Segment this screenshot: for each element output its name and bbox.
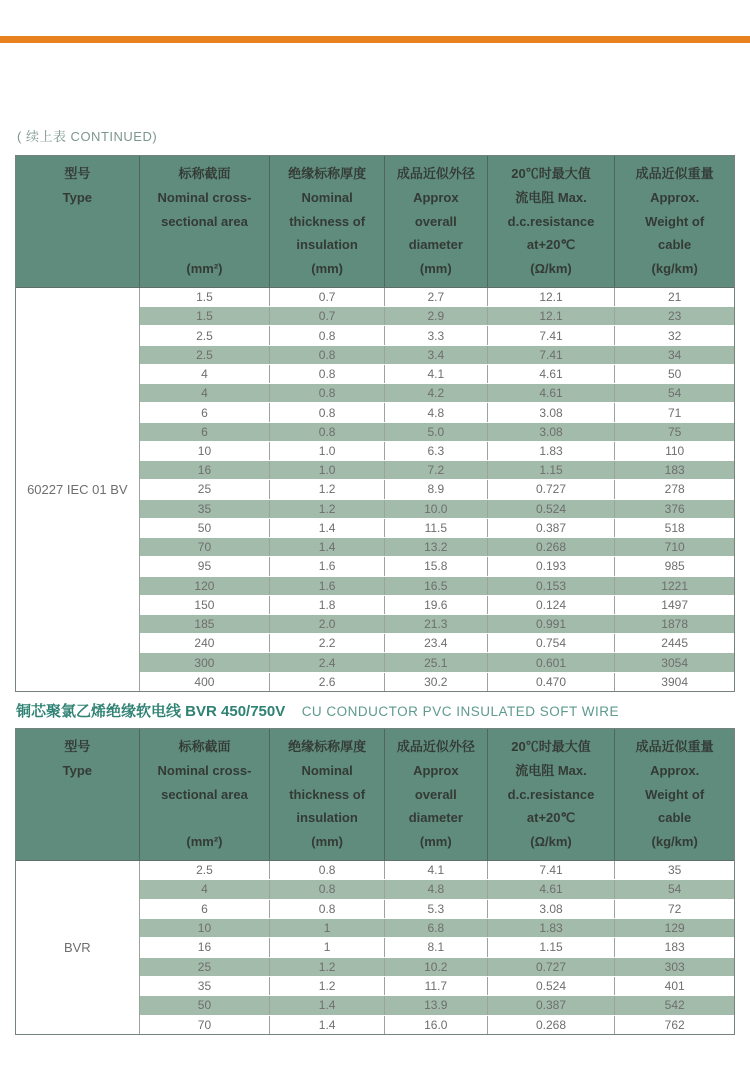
- table-row: [140, 595, 734, 614]
- header-cell-nominal-area: [140, 729, 271, 860]
- section-title-en: CU CONDUCTOR PVC INSULATED SOFT WIRE: [301, 704, 619, 719]
- table-row: [140, 499, 734, 518]
- table-cell: 11.5: [385, 519, 488, 537]
- table-cell: 1.0: [270, 461, 385, 479]
- table-row: [140, 402, 734, 421]
- table-cell: 4.61: [488, 384, 616, 402]
- table-cell: 0.8: [270, 346, 385, 364]
- table-row: [140, 345, 734, 364]
- table-row: [140, 537, 734, 556]
- table-cell: 0.7: [270, 288, 385, 306]
- table-cell: 4.1: [385, 365, 488, 383]
- header-line: (mm²): [186, 834, 223, 849]
- table-cell: 12.1: [488, 307, 616, 325]
- table-cell: 240: [140, 634, 271, 652]
- table-row: [140, 957, 734, 976]
- table-cell: 4: [140, 365, 271, 383]
- table-cell: 0.754: [488, 634, 616, 652]
- table-cell: 762: [664, 1017, 685, 1032]
- header-cell-type: [16, 156, 140, 287]
- table-row: [140, 976, 734, 995]
- header-line: Type: [62, 189, 93, 205]
- table-cell: 0.8: [270, 384, 385, 402]
- table-cell: 300: [140, 653, 271, 671]
- section-title: [16, 700, 619, 721]
- header-cell-overall-diameter: [385, 729, 488, 860]
- table-cell: 16: [140, 938, 271, 956]
- table-cell: 16.0: [385, 1016, 488, 1034]
- table-cell: 1221: [661, 578, 688, 593]
- table-cell: 71: [667, 405, 682, 420]
- table-cell: 0.991: [488, 615, 616, 633]
- header-line: [142, 238, 268, 251]
- table-row: [140, 325, 734, 344]
- table-cell: 1.8: [270, 596, 385, 614]
- table-cell: 3904: [661, 674, 688, 689]
- table-row: [140, 614, 734, 633]
- table-cell: 2.4: [270, 653, 385, 671]
- header-line: 20℃时最大值: [511, 166, 591, 181]
- header-cell-overall-diameter: [385, 156, 488, 287]
- table-row: [140, 995, 734, 1014]
- table-cell: 1.4: [270, 519, 385, 537]
- table-cell: 2.5: [140, 346, 271, 364]
- header-cell-weight: [615, 729, 734, 860]
- header-line: d.c.resistance: [507, 786, 595, 802]
- table-cell: 3.08: [488, 423, 616, 441]
- table-row: [140, 1015, 734, 1034]
- table-cell: 0.8: [270, 880, 385, 898]
- table-cell: 2.6: [270, 673, 385, 691]
- header-line: (Ω/km): [530, 261, 572, 276]
- table-cell: 1.6: [270, 577, 385, 595]
- header-line: thickness of: [289, 786, 366, 802]
- table-cell: 21: [667, 290, 682, 305]
- table-cell: 2.9: [385, 307, 488, 325]
- table-cell: 54: [667, 386, 682, 401]
- table-cell: 401: [664, 979, 685, 994]
- table-row: [140, 879, 734, 898]
- table-cell: 1.2: [270, 500, 385, 518]
- table-cell: 8.1: [385, 938, 488, 956]
- table-cell: 1.4: [270, 996, 385, 1014]
- table-row: [140, 441, 734, 460]
- table-cell: 0.8: [270, 326, 385, 344]
- table-cell: 23.4: [385, 634, 488, 652]
- table-row: [140, 861, 734, 879]
- header-line: Nominal cross-: [157, 189, 252, 205]
- header-line: (mm): [419, 261, 452, 276]
- table-cell: 5.0: [385, 423, 488, 441]
- header-line: at+20℃: [526, 810, 576, 826]
- table-cell: 0.601: [488, 653, 616, 671]
- header-line: [142, 811, 268, 824]
- table-cell: 183: [664, 940, 685, 955]
- header-line: [18, 811, 137, 824]
- header-line: 绝缘标称厚度: [288, 739, 367, 754]
- section-title-cn: 铜芯聚氯乙烯绝缘软电线 BVR 450/750V: [16, 703, 286, 720]
- header-cell-dc-resistance: [488, 156, 616, 287]
- table-cell: 0.124: [488, 596, 616, 614]
- header-line: thickness of: [289, 213, 366, 229]
- table-cell: 6: [140, 900, 271, 918]
- table-cell: 3.4: [385, 346, 488, 364]
- table-cell: 1: [270, 919, 385, 937]
- table-cell: 2.2: [270, 634, 385, 652]
- table-cell: 150: [140, 596, 271, 614]
- table-cell: 13.2: [385, 538, 488, 556]
- table-cell: 7.41: [488, 326, 616, 344]
- table-cell: 10: [140, 919, 271, 937]
- header-line: insulation: [296, 810, 358, 826]
- table-cell: 54: [667, 882, 682, 897]
- header-line: at+20℃: [526, 237, 576, 253]
- table-row: [140, 918, 734, 937]
- header-cell-insulation-thickness: [270, 729, 385, 860]
- table-row: [140, 556, 734, 575]
- table-cell: 25: [140, 958, 271, 976]
- table-cell: 518: [664, 520, 685, 535]
- table-cell: 1.15: [488, 461, 616, 479]
- table-cell: 1.5: [140, 288, 271, 306]
- spec-table-bvr: [15, 728, 735, 1035]
- header-line: Weight of: [645, 786, 705, 802]
- header-line: [18, 262, 137, 275]
- header-line: Nominal: [301, 762, 353, 778]
- table-cell: 0.8: [270, 403, 385, 421]
- table-cell: 4.1: [385, 861, 488, 879]
- table-cell: 3.08: [488, 900, 616, 918]
- table-cell: 6.3: [385, 442, 488, 460]
- table-header: [16, 729, 734, 861]
- table-cell: 32: [667, 328, 682, 343]
- table-row: [140, 899, 734, 918]
- header-line: overall: [414, 786, 457, 802]
- table-cell: 3.08: [488, 403, 616, 421]
- table-cell: 23: [667, 309, 682, 324]
- table-cell: 50: [140, 519, 271, 537]
- table-cell: 278: [664, 482, 685, 497]
- table-cell: 12.1: [488, 288, 616, 306]
- table-cell: 1.2: [270, 480, 385, 498]
- table-cell: 8.9: [385, 480, 488, 498]
- header-line: (Ω/km): [530, 834, 572, 849]
- table-cell: 25.1: [385, 653, 488, 671]
- table-cell: 0.727: [488, 958, 616, 976]
- spec-table-60227: [15, 155, 735, 692]
- table-row: [140, 633, 734, 652]
- table-cell: 0.268: [488, 1016, 616, 1034]
- table-cell: 1.2: [270, 958, 385, 976]
- table-cell: 10: [140, 442, 271, 460]
- header-line: diameter: [408, 810, 463, 826]
- table-row: [140, 672, 734, 691]
- header-line: Type: [62, 762, 93, 778]
- table-cell: 183: [664, 463, 685, 478]
- header-line: 成品近似外径: [396, 166, 475, 181]
- header-line: (mm): [311, 834, 344, 849]
- table-cell: 21.3: [385, 615, 488, 633]
- table-row: [140, 518, 734, 537]
- table-row: [140, 306, 734, 325]
- table-cell: 0.524: [488, 500, 616, 518]
- table-cell: 72: [667, 901, 682, 916]
- table-row: [140, 652, 734, 671]
- table-cell: 1497: [661, 597, 688, 612]
- table-row: [140, 460, 734, 479]
- header-line: Weight of: [645, 213, 705, 229]
- header-line: (mm): [311, 261, 344, 276]
- header-line: [18, 788, 137, 801]
- table-cell: 7.2: [385, 461, 488, 479]
- table-cell: 3.3: [385, 326, 488, 344]
- table-cell: 1.6: [270, 557, 385, 575]
- header-line: Approx: [413, 189, 459, 205]
- table-cell: 25: [140, 480, 271, 498]
- table-row: [140, 937, 734, 956]
- table-cell: 4: [140, 880, 271, 898]
- table-cell: 7.41: [488, 346, 616, 364]
- table-row: [140, 422, 734, 441]
- table-rows: [140, 288, 734, 691]
- table-cell: 0.524: [488, 977, 616, 995]
- type-cell: 60227 IEC 01 BV: [16, 288, 140, 691]
- header-line: diameter: [408, 237, 463, 253]
- header-line: sectional area: [161, 213, 248, 229]
- table-cell: 2.5: [140, 326, 271, 344]
- table-cell: 75: [667, 424, 682, 439]
- table-cell: 70: [140, 1016, 271, 1034]
- table-cell: 16: [140, 461, 271, 479]
- table-row: [140, 383, 734, 402]
- table-cell: 6: [140, 423, 271, 441]
- header-line: [18, 215, 137, 228]
- header-cell-dc-resistance: [488, 729, 616, 860]
- header-line: insulation: [296, 237, 358, 253]
- table-cell: 1878: [661, 617, 688, 632]
- table-cell: 16.5: [385, 577, 488, 595]
- accent-bar: [0, 36, 750, 43]
- header-line: Nominal: [301, 189, 353, 205]
- header-cell-weight: [615, 156, 734, 287]
- table-cell: 35: [140, 500, 271, 518]
- table-cell: 13.9: [385, 996, 488, 1014]
- table-cell: 10.0: [385, 500, 488, 518]
- table-body: [16, 288, 734, 691]
- table-cell: 1.83: [488, 442, 616, 460]
- table-cell: 0.727: [488, 480, 616, 498]
- table-cell: 4.8: [385, 880, 488, 898]
- table-cell: 2.5: [140, 861, 271, 879]
- table-cell: 1.5: [140, 307, 271, 325]
- header-line: (kg/km): [651, 261, 698, 276]
- table-cell: 4.61: [488, 880, 616, 898]
- table-cell: 50: [140, 996, 271, 1014]
- table-cell: 0.8: [270, 900, 385, 918]
- table-cell: 0.387: [488, 996, 616, 1014]
- table-cell: 1.4: [270, 1016, 385, 1034]
- header-line: d.c.resistance: [507, 213, 595, 229]
- header-line: Approx.: [650, 189, 700, 205]
- type-cell: BVR: [16, 861, 140, 1034]
- table-cell: 2445: [661, 636, 688, 651]
- header-line: Approx.: [650, 762, 700, 778]
- table-cell: 4: [140, 384, 271, 402]
- table-cell: 129: [664, 921, 685, 936]
- table-cell: 1.15: [488, 938, 616, 956]
- table-cell: 0.8: [270, 365, 385, 383]
- table-cell: 3054: [661, 655, 688, 670]
- table-cell: 4.61: [488, 365, 616, 383]
- table-cell: 34: [667, 347, 682, 362]
- table-cell: 1.4: [270, 538, 385, 556]
- table-cell: 15.8: [385, 557, 488, 575]
- table-cell: 2.0: [270, 615, 385, 633]
- table-row: [140, 576, 734, 595]
- table-cell: 1.2: [270, 977, 385, 995]
- table-cell: 4.2: [385, 384, 488, 402]
- table-cell: 6.8: [385, 919, 488, 937]
- table-cell: 7.41: [488, 861, 616, 879]
- header-line: 成品近似外径: [396, 739, 475, 754]
- table-cell: 19.6: [385, 596, 488, 614]
- table-cell: 376: [664, 501, 685, 516]
- table-cell: 110: [665, 443, 685, 458]
- header-line: (kg/km): [651, 834, 698, 849]
- table-cell: 50: [667, 367, 682, 382]
- table-cell: 400: [140, 673, 271, 691]
- table-cell: 1.83: [488, 919, 616, 937]
- table-cell: 0.193: [488, 557, 616, 575]
- header-line: 成品近似重量: [635, 739, 714, 754]
- table-cell: 0.8: [270, 861, 385, 879]
- header-cell-type: [16, 729, 140, 860]
- header-line: 20℃时最大值: [511, 739, 591, 754]
- table-cell: 0.268: [488, 538, 616, 556]
- header-line: 绝缘标称厚度: [288, 166, 367, 181]
- header-line: cable: [658, 810, 692, 826]
- header-line: overall: [414, 213, 457, 229]
- table-rows: [140, 861, 734, 1034]
- header-line: Nominal cross-: [157, 762, 252, 778]
- header-line: 型号: [64, 739, 91, 754]
- table-header: [16, 156, 734, 288]
- table-cell: 0.8: [270, 423, 385, 441]
- table-cell: 35: [667, 863, 682, 878]
- table-cell: 5.3: [385, 900, 488, 918]
- table-body: [16, 861, 734, 1034]
- table-cell: 11.7: [385, 977, 488, 995]
- header-cell-nominal-area: [140, 156, 271, 287]
- table-cell: 120: [140, 577, 271, 595]
- table-cell: 30.2: [385, 673, 488, 691]
- table-cell: 1.0: [270, 442, 385, 460]
- header-line: [18, 238, 137, 251]
- header-line: (mm²): [186, 261, 223, 276]
- table-row: [140, 479, 734, 498]
- table-cell: 10.2: [385, 958, 488, 976]
- header-cell-insulation-thickness: [270, 156, 385, 287]
- header-line: [18, 835, 137, 848]
- table-cell: 303: [664, 959, 685, 974]
- table-cell: 985: [664, 559, 685, 574]
- header-line: 型号: [64, 166, 91, 181]
- table-cell: 710: [664, 540, 685, 555]
- table-cell: 542: [664, 998, 685, 1013]
- table-cell: 4.8: [385, 403, 488, 421]
- table-cell: 2.7: [385, 288, 488, 306]
- table-cell: 0.470: [488, 673, 616, 691]
- table-cell: 35: [140, 977, 271, 995]
- header-line: (mm): [419, 834, 452, 849]
- table-cell: 95: [140, 557, 271, 575]
- table-cell: 1: [270, 938, 385, 956]
- table-cell: 70: [140, 538, 271, 556]
- table-row: [140, 364, 734, 383]
- header-line: 流电阻 Max.: [515, 189, 587, 205]
- table-row: [140, 288, 734, 306]
- header-line: 成品近似重量: [635, 166, 714, 181]
- header-line: 标称截面: [178, 166, 231, 181]
- table-cell: 185: [140, 615, 271, 633]
- continued-label: ( 续上表 CONTINUED): [17, 129, 158, 144]
- header-line: sectional area: [161, 786, 248, 802]
- table-cell: 0.7: [270, 307, 385, 325]
- header-line: 标称截面: [178, 739, 231, 754]
- header-line: cable: [658, 237, 692, 253]
- header-line: 流电阻 Max.: [515, 762, 587, 778]
- header-line: Approx: [413, 762, 459, 778]
- table-cell: 6: [140, 403, 271, 421]
- table-cell: 0.153: [488, 577, 616, 595]
- table-cell: 0.387: [488, 519, 616, 537]
